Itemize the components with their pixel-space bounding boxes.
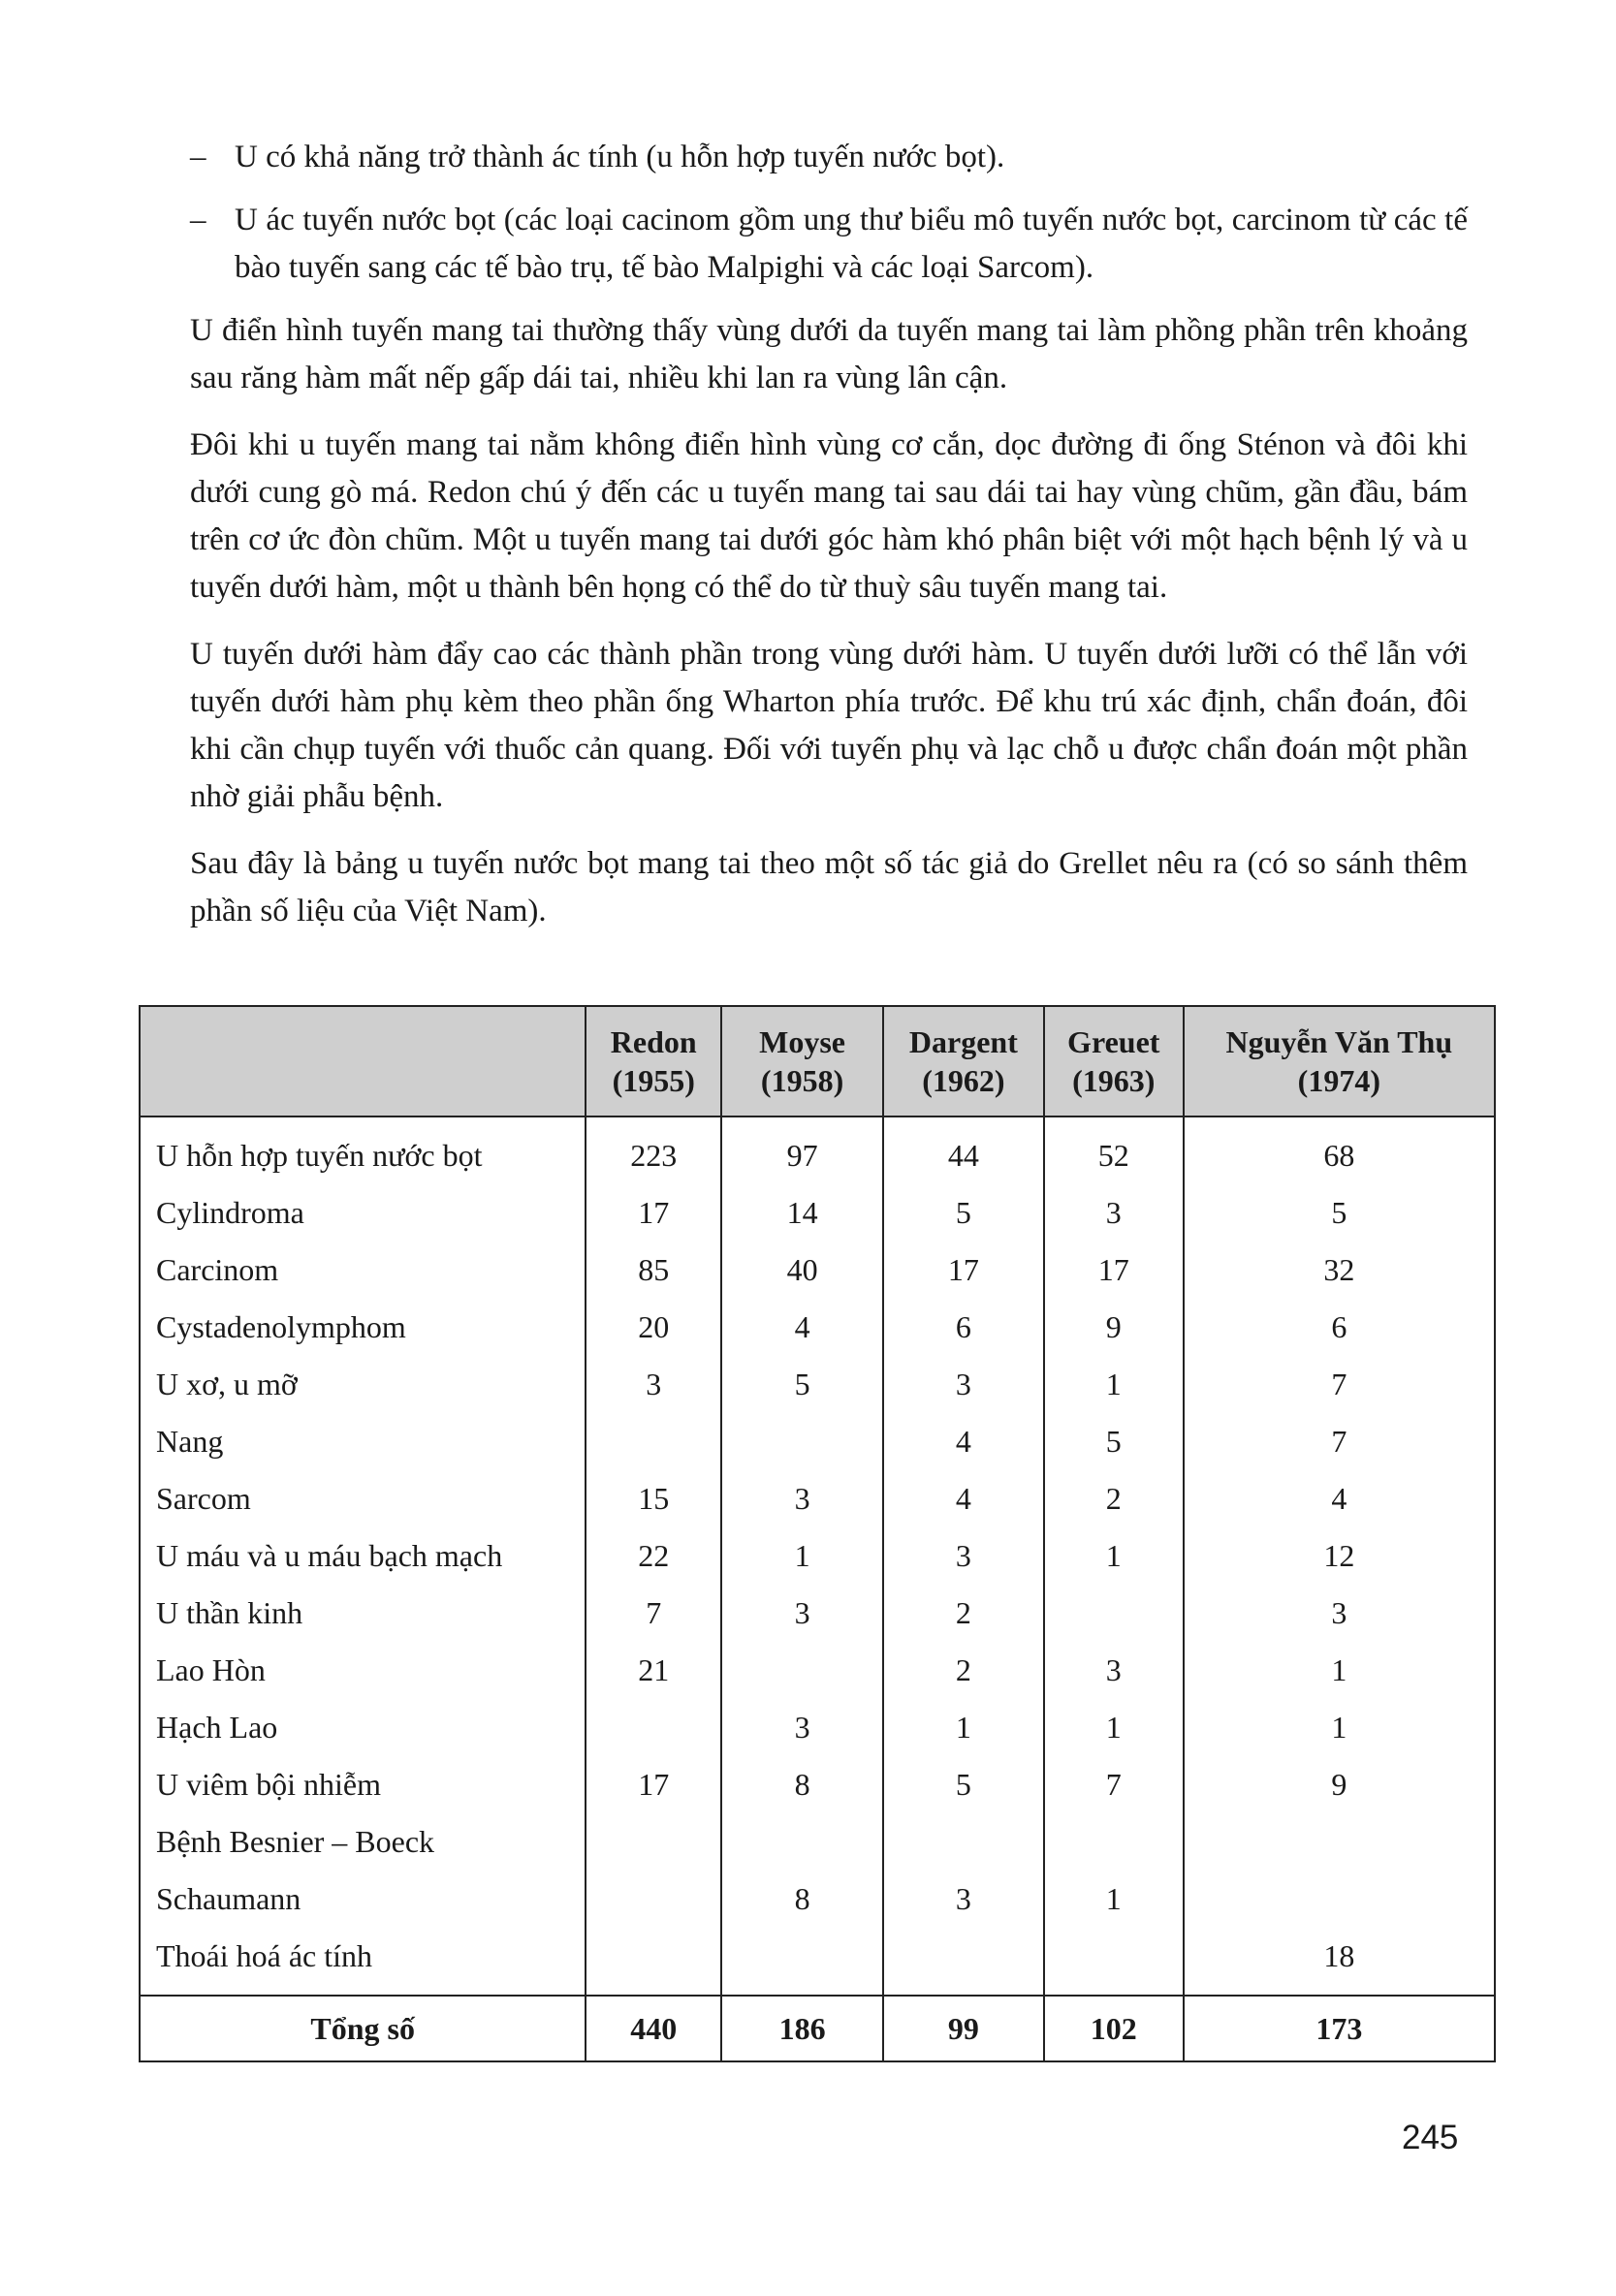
table-cell: 5 xyxy=(1184,1184,1495,1242)
table-cell: 2 xyxy=(883,1642,1044,1699)
bullet-dash: – xyxy=(190,203,206,237)
table-cell: 3 xyxy=(1044,1642,1184,1699)
table-row xyxy=(140,1413,1495,1470)
row-label: Hạch Lao xyxy=(140,1699,586,1756)
bullet-text: U có khả năng trở thành ác tính (u hỗn hợp tuyến nước bọt). xyxy=(235,140,1005,174)
row-label: U hỗn hợp tuyến nước bọt xyxy=(140,1117,586,1184)
table-cell: 4 xyxy=(883,1413,1044,1470)
bullet-dash: – xyxy=(190,140,206,174)
table-cell: 5 xyxy=(721,1356,883,1413)
header-cell: Greuet (1963) xyxy=(1044,1006,1184,1117)
table-cell xyxy=(586,1871,721,1928)
table-cell: 17 xyxy=(586,1184,721,1242)
table-cell xyxy=(721,1413,883,1470)
header-cell-empty xyxy=(140,1006,586,1117)
row-label: Cylindroma xyxy=(140,1184,586,1242)
total-cell: 186 xyxy=(721,1996,883,2061)
table-cell xyxy=(721,1928,883,1996)
table-row xyxy=(140,1699,1495,1756)
table-cell xyxy=(586,1928,721,1996)
table-cell: 2 xyxy=(1044,1470,1184,1527)
table-cell: 9 xyxy=(1184,1756,1495,1813)
table-cell xyxy=(721,1813,883,1871)
table-total-row xyxy=(140,1996,1495,2061)
table-cell: 4 xyxy=(883,1470,1044,1527)
row-label: Lao Hòn xyxy=(140,1642,586,1699)
table-cell: 2 xyxy=(883,1585,1044,1642)
table-row xyxy=(140,1871,1495,1928)
table-cell: 20 xyxy=(586,1299,721,1356)
row-label: Thoái hoá ác tính xyxy=(140,1928,586,1996)
header-cell: Dargent (1962) xyxy=(883,1006,1044,1117)
total-label: Tổng số xyxy=(140,1996,586,2061)
table-cell xyxy=(1044,1585,1184,1642)
table-cell: 1 xyxy=(1044,1699,1184,1756)
row-label: Sarcom xyxy=(140,1470,586,1527)
table-cell: 8 xyxy=(721,1871,883,1928)
total-cell: 102 xyxy=(1044,1996,1184,2061)
row-label: U máu và u máu bạch mạch xyxy=(140,1527,586,1585)
table-row xyxy=(140,1470,1495,1527)
table-header-row xyxy=(140,1006,1495,1117)
tumor-statistics-table xyxy=(139,1005,1496,2062)
text-content xyxy=(190,134,1468,955)
paragraph: Sau đây là bảng u tuyến nước bọt mang tai theo một số tác giả do Grellet nêu ra (có so sánh thêm phần số liệu của Việt Nam). xyxy=(190,846,1468,928)
row-label: U viêm bội nhiễm xyxy=(140,1756,586,1813)
table-cell: 7 xyxy=(586,1585,721,1642)
table-cell: 3 xyxy=(883,1871,1044,1928)
table-row xyxy=(140,1585,1495,1642)
table-cell: 1 xyxy=(883,1699,1044,1756)
table-cell xyxy=(586,1699,721,1756)
table-cell: 7 xyxy=(1184,1413,1495,1470)
table-row xyxy=(140,1813,1495,1871)
table-cell: 3 xyxy=(1044,1184,1184,1242)
table-cell xyxy=(1044,1813,1184,1871)
row-label: Nang xyxy=(140,1413,586,1470)
table-row xyxy=(140,1527,1495,1585)
row-label: Cystadenolymphom xyxy=(140,1299,586,1356)
table-cell: 17 xyxy=(1044,1242,1184,1299)
table-cell: 21 xyxy=(586,1642,721,1699)
table-row xyxy=(140,1117,1495,1184)
table-cell: 85 xyxy=(586,1242,721,1299)
table-cell: 3 xyxy=(586,1356,721,1413)
total-cell: 173 xyxy=(1184,1996,1495,2061)
bullet-item xyxy=(190,197,1468,292)
table-cell: 6 xyxy=(883,1299,1044,1356)
table-cell: 97 xyxy=(721,1117,883,1184)
table-cell xyxy=(1184,1813,1495,1871)
table-cell: 18 xyxy=(1184,1928,1495,1996)
table-cell: 5 xyxy=(883,1184,1044,1242)
row-label: Bệnh Besnier – Boeck xyxy=(140,1813,586,1871)
table-cell: 15 xyxy=(586,1470,721,1527)
row-label: Schaumann xyxy=(140,1871,586,1928)
table-cell: 7 xyxy=(1184,1356,1495,1413)
table-cell xyxy=(883,1928,1044,1996)
header-cell: Nguyễn Văn Thụ (1974) xyxy=(1184,1006,1495,1117)
table-cell: 12 xyxy=(1184,1527,1495,1585)
table-cell: 3 xyxy=(721,1585,883,1642)
data-table xyxy=(139,1005,1496,2062)
table-cell xyxy=(1044,1928,1184,1996)
table-cell: 3 xyxy=(883,1527,1044,1585)
paragraph: Đôi khi u tuyến mang tai nằm không điển hình vùng cơ cắn, dọc đường đi ống Sténon và đôi khi dưới cung gò má. Redon chú ý đến các u tuyến mang tai sau dái tai hay vùng chũm, gần đầu, bám trên cơ ức đòn chũm. Một u tuyến mang tai dưới góc hàm khó phân biệt với một hạch bệnh lý và u tuyến dưới hàm, một u thành bên họng có thể do từ thuỳ sâu tuyến mang tai. xyxy=(190,427,1468,605)
table-row xyxy=(140,1642,1495,1699)
table-cell: 1 xyxy=(721,1527,883,1585)
table-cell: 22 xyxy=(586,1527,721,1585)
table-cell: 6 xyxy=(1184,1299,1495,1356)
table-cell: 5 xyxy=(1044,1413,1184,1470)
table-row xyxy=(140,1299,1495,1356)
table-cell: 4 xyxy=(721,1299,883,1356)
table-cell xyxy=(586,1413,721,1470)
table-cell xyxy=(1184,1871,1495,1928)
table-cell: 17 xyxy=(883,1242,1044,1299)
header-cell: Redon (1955) xyxy=(586,1006,721,1117)
table-cell: 1 xyxy=(1184,1699,1495,1756)
paragraph: U tuyến dưới hàm đẩy cao các thành phần trong vùng dưới hàm. U tuyến dưới lưỡi có thể lẫn với tuyến dưới hàm phụ kèm theo phần ống Wharton phía trước. Để khu trú xác định, chẩn đoán, đôi khi cần chụp tuyến với thuốc cản quang. Đối với tuyến phụ và lạc chỗ u được chẩn đoán một phần nhờ giải phẫu bệnh. xyxy=(190,637,1468,814)
header-cell: Moyse (1958) xyxy=(721,1006,883,1117)
table-cell: 1 xyxy=(1184,1642,1495,1699)
table-cell xyxy=(883,1813,1044,1871)
bullet-text: U ác tuyến nước bọt (các loại cacinom gồm ung thư biểu mô tuyến nước bọt, carcinom từ các tế bào tuyến sang các tế bào trụ, tế bào Malpighi và các loại Sarcom). xyxy=(235,203,1468,285)
bullet-item xyxy=(190,134,1468,181)
table-row xyxy=(140,1928,1495,1996)
table-row xyxy=(140,1756,1495,1813)
total-cell: 99 xyxy=(883,1996,1044,2061)
table-cell: 3 xyxy=(883,1356,1044,1413)
table-cell xyxy=(586,1813,721,1871)
table-cell xyxy=(721,1642,883,1699)
row-label: Carcinom xyxy=(140,1242,586,1299)
page-number: 245 xyxy=(1402,2119,1459,2156)
table-cell: 7 xyxy=(1044,1756,1184,1813)
table-cell: 40 xyxy=(721,1242,883,1299)
table-cell: 1 xyxy=(1044,1871,1184,1928)
table-cell: 1 xyxy=(1044,1356,1184,1413)
table-cell: 223 xyxy=(586,1117,721,1184)
table-cell: 8 xyxy=(721,1756,883,1813)
table-cell: 4 xyxy=(1184,1470,1495,1527)
table-cell: 32 xyxy=(1184,1242,1495,1299)
table-row xyxy=(140,1356,1495,1413)
table-cell: 52 xyxy=(1044,1117,1184,1184)
total-cell: 440 xyxy=(586,1996,721,2061)
table-cell: 9 xyxy=(1044,1299,1184,1356)
row-label: U thần kinh xyxy=(140,1585,586,1642)
table-cell: 1 xyxy=(1044,1527,1184,1585)
row-label: U xơ, u mỡ xyxy=(140,1356,586,1413)
table-cell: 14 xyxy=(721,1184,883,1242)
table-cell: 17 xyxy=(586,1756,721,1813)
paragraph: U điển hình tuyến mang tai thường thấy vùng dưới da tuyến mang tai làm phồng phần trên khoảng sau răng hàm mất nếp gấp dái tai, nhiều khi lan ra vùng lân cận. xyxy=(190,313,1468,395)
table-cell: 5 xyxy=(883,1756,1044,1813)
table-row xyxy=(140,1184,1495,1242)
table-cell: 3 xyxy=(721,1699,883,1756)
table-cell: 68 xyxy=(1184,1117,1495,1184)
table-cell: 3 xyxy=(721,1470,883,1527)
table-row xyxy=(140,1242,1495,1299)
table-cell: 44 xyxy=(883,1117,1044,1184)
table-cell: 3 xyxy=(1184,1585,1495,1642)
